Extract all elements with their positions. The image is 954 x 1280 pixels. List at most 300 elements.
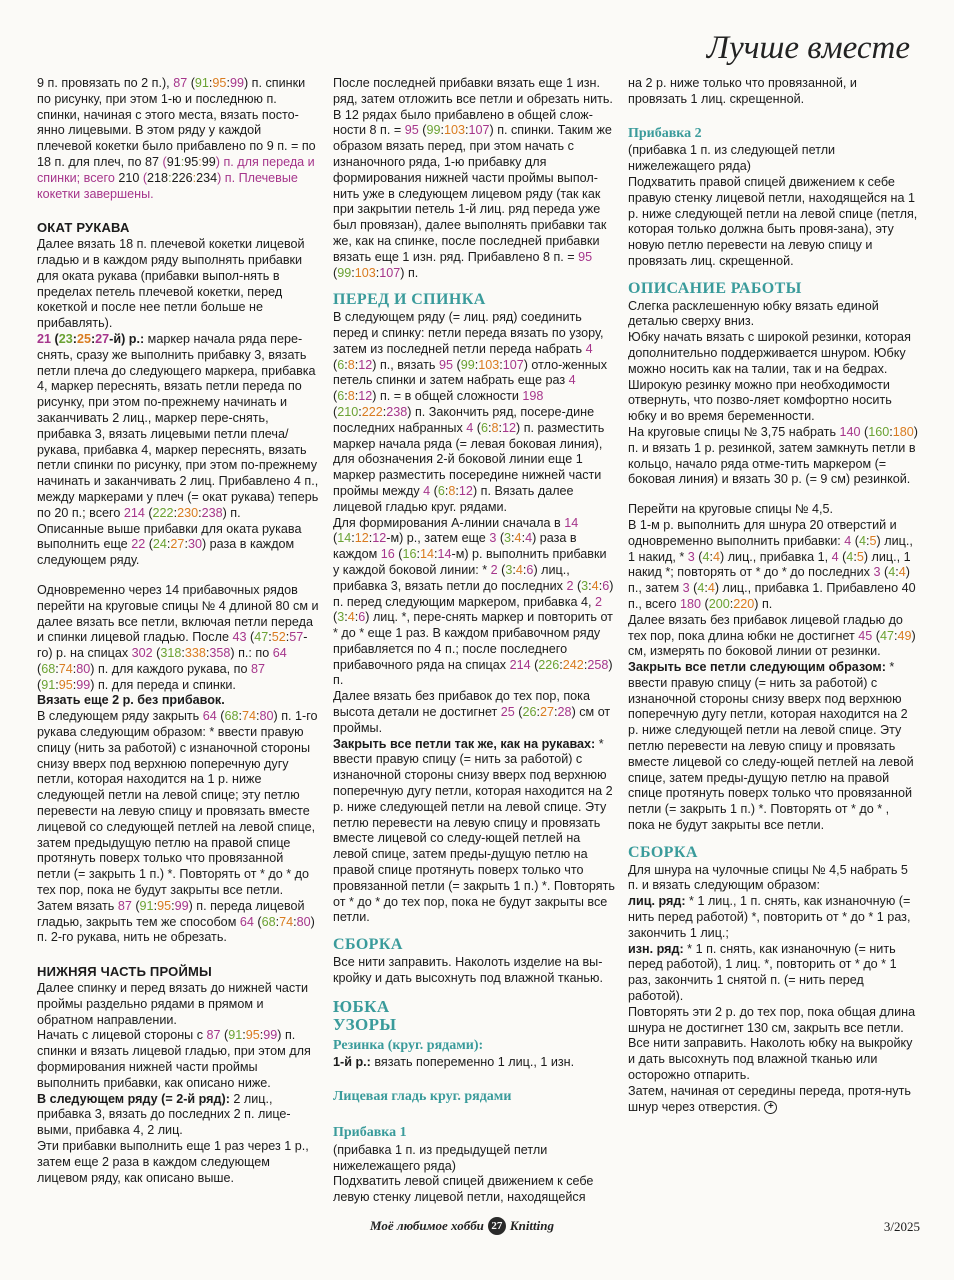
paragraph: Все нити заправить. Наколоть изделие на вы-кройку и дать высохнуть под влажной тканью. — [333, 955, 603, 985]
size-value: 43 — [232, 630, 247, 645]
size-value: 230 — [177, 505, 199, 520]
size-value: 226 — [538, 657, 560, 672]
size-value: 4 — [831, 549, 839, 564]
text-run: : — [464, 123, 469, 138]
size-value: 12 — [372, 531, 387, 546]
text-run: : — [90, 331, 96, 346]
text-run: ( — [333, 531, 338, 546]
text-column-3 — [628, 76, 918, 1115]
size-value: 24 — [152, 537, 167, 552]
size-value: 27 — [540, 705, 555, 720]
paragraph: Далее вязать 18 п. плечевой кокетки лицевой гладью и в каждом ряду выполнять прибавки для оката рукава (прибавки выпол-нять в пределах петель плечевой кокетки, перед кокеткой и после нее петли больше не прибавлять). — [37, 237, 305, 331]
text-run: : — [354, 357, 359, 372]
paragraph: Эти прибавки выполнить еще 1 раз через 1 р., затем еще 2 раза в каждом следующем лицевом ряду, как описано выше. — [37, 1139, 309, 1185]
size-value: 74 — [241, 709, 256, 724]
text-run: вязать попеременно 1 лиц., 1 изн. — [370, 1055, 575, 1070]
size-value: : — [168, 170, 172, 185]
text-run: Начать с лицевой стороны с — [37, 1028, 207, 1043]
text-run: ( — [872, 628, 881, 643]
size-value: 3 — [505, 562, 513, 577]
text-run: ) п. и вязать 1 р. резинкой, затем замкнуть петли в кольцо, начало ряда отме-тить маркером (= боковая линия) и вязать 30 р. (= 9 см) резинкой. — [628, 424, 918, 487]
size-value: 52 — [271, 630, 286, 645]
size-value: 16 — [402, 547, 417, 562]
text-run: ( — [473, 420, 481, 435]
paragraph: Перейти на круговые спицы № 4,5. — [628, 502, 834, 517]
text-run: -й) р.: — [109, 331, 145, 346]
text-run: : — [55, 677, 59, 692]
text-run: ( — [394, 547, 403, 562]
size-value: 91 — [228, 1028, 243, 1043]
size-value: 12 — [358, 389, 373, 404]
text-run: ) лиц., прибавка 1, — [720, 549, 832, 564]
text-run: * ввести правую спицу (= нить за работой) с изнаночной стороны снизу вверх под верхнюю поперечную дугу петли, которая находится на 2 р. ниже следующей петли на левой спице. Эту петлю перевести на левую спицу и провязать вместе лицевой со следу-ющей петлей на левой спице, затем преды-дущую петлю на правой спице протянуть поверх только что провязанной петли (= закрыть 1 п.) *. Повторять от * до * , пока не будут закрыты все петли. — [628, 660, 914, 833]
text-run: ( — [514, 705, 523, 720]
size-value: 238 — [201, 505, 223, 520]
text-run: : — [351, 265, 355, 280]
paragraph: Для шнура на чулочные спицы № 4,5 набрать 5 п. и вязать следующим образом: — [628, 862, 908, 893]
size-value: 91 — [139, 898, 154, 913]
text-run: ) п. — [754, 596, 773, 611]
size-value: 4 — [702, 549, 710, 564]
size-value: 4 — [713, 549, 721, 564]
text-run: : — [521, 531, 526, 546]
text-run: ( — [530, 657, 539, 672]
paragraph — [333, 1055, 615, 1071]
text-run: ( — [216, 709, 225, 724]
text-run: ( — [430, 483, 438, 498]
text-run: : — [894, 628, 898, 643]
size-value: 3 — [873, 565, 881, 580]
text-run: : — [382, 404, 387, 419]
paragraph — [37, 522, 319, 569]
text-run: 210 — [118, 170, 140, 185]
text-run: : — [375, 265, 380, 280]
size-value: 6 — [602, 578, 610, 593]
size-value: 95 — [438, 357, 453, 372]
text-run: В следующем ряду (= лиц. ряд) соединить перед и спинку: петли переда вязать по узору, затем из последней петли переда набрать — [333, 310, 604, 356]
text-run: : — [358, 404, 362, 419]
size-value: 238 — [386, 404, 408, 419]
text-run: : — [275, 914, 280, 929]
text-run: : — [242, 1028, 246, 1043]
size-value: 4 — [888, 565, 896, 580]
text-run: ) лиц., прибавка 3, вязать петли до последних — [333, 562, 570, 593]
text-run: : — [205, 646, 210, 661]
size-value: 95 — [245, 1028, 260, 1043]
section-heading-niz: НИЖНЯЯ ЧАСТЬ ПРОЙМЫ — [37, 964, 212, 980]
text-run: : — [238, 709, 242, 724]
text-run: Далее вязать без прибавок лицевой гладью до тех пор, пока длина юбки не достигнет — [628, 612, 903, 643]
size-value: 2 — [490, 562, 498, 577]
size-value: 5 — [856, 549, 864, 564]
text-run: В 1-м р. выполнить для шнура 20 отверстий и одновременно выполнить прибавки: — [628, 517, 897, 548]
size-value: : — [198, 154, 202, 169]
text-run: ( — [497, 562, 506, 577]
size-value: 214 — [123, 505, 145, 520]
size-value: 4 — [846, 549, 854, 564]
paragraph — [333, 310, 615, 515]
text-run: ) п. — [333, 657, 613, 688]
paragraph — [333, 516, 615, 690]
text-run: ( — [689, 581, 698, 596]
size-value: 95 — [58, 677, 73, 692]
text-run: : — [259, 1028, 264, 1043]
text-run: ) см, измерять по боковой линии от резинки. — [628, 628, 916, 659]
size-value: 80 — [76, 661, 91, 676]
text-run: ( — [573, 578, 582, 593]
size-value: 14 — [419, 547, 434, 562]
size-value: 318 — [160, 646, 182, 661]
size-value: 8 — [347, 389, 355, 404]
text-run: ( — [253, 914, 262, 929]
text-run: : — [208, 76, 213, 90]
size-value: 91 — [194, 76, 209, 90]
text-run: ) лиц. *, пере-снять маркер и повторить от * до * еще 1 раз. В каждом прибавочном ряду прибавляется по 4 п.; после последнего прибавочного ряда на спицах — [333, 610, 613, 672]
text-run: : — [181, 646, 185, 661]
text-run: : — [455, 483, 459, 498]
text-run: ( — [333, 357, 338, 372]
text-run: В следующем ряду закрыть — [37, 709, 203, 724]
size-value: 3 — [504, 531, 512, 546]
size-value: 99 — [76, 677, 91, 692]
size-value: 74 — [58, 661, 73, 676]
paragraph: Слегка расклешенную юбку вязать единой деталью сверху вниз. — [628, 298, 879, 329]
text-run: ( — [187, 76, 195, 90]
text-run: : — [583, 657, 588, 672]
size-value: 64 — [239, 914, 254, 929]
text-run: В 12 рядах было прибавлено в общей слож-ности 8 п. = — [333, 107, 593, 138]
text-run: ( — [145, 537, 153, 552]
size-value: 49 — [897, 628, 912, 643]
size-value: 338 — [184, 646, 206, 661]
text-run: ) п. спинки и вязать лицевой гладью, при этом для формирования нижней части проймы выполнить прибавки, как описано ниже. — [37, 1028, 311, 1090]
text-run: -м) р. выполнить прибавки у каждой боковой линии: * — [333, 547, 607, 577]
text-run: ) п. — [400, 265, 419, 280]
size-value: 180 — [892, 424, 914, 439]
paragraph: Все нити заправить. Наколоть юбку на выкройку и дать высохнуть под влажной тканью или осторожно отпарить. — [628, 1036, 913, 1083]
size-value: 6 — [358, 610, 366, 625]
text-run: : — [512, 562, 516, 577]
size-value: 16 — [380, 547, 395, 562]
paragraph — [628, 518, 918, 613]
size-value: 3 — [581, 578, 589, 593]
paragraph — [37, 332, 319, 522]
paragraph: (прибавка 1 п. из предыдущей петли нижележащего ряда) — [333, 1142, 548, 1173]
text-run: В следующем ряду (= 2-й ряд): — [37, 1091, 230, 1106]
section-heading-sborka: СБОРКА — [333, 936, 403, 954]
text-run: ) п. переда лицевой гладью, закрыть тем же способом — [37, 898, 305, 929]
text-run: ) см от проймы. — [333, 705, 611, 735]
text-run: ) п. перед следующим маркером, прибавка 4, — [333, 578, 614, 609]
size-value: 21 — [37, 331, 52, 346]
text-run: : — [166, 537, 171, 552]
text-run: ( — [37, 677, 42, 692]
paragraph — [628, 660, 918, 834]
size-value: 87 — [117, 898, 132, 913]
size-value: 68 — [261, 914, 276, 929]
size-value: 25 — [76, 331, 91, 346]
size-value: 14 — [564, 515, 579, 530]
text-run: ( — [333, 404, 338, 419]
size-value: 99 — [229, 76, 244, 90]
size-value: 87 — [251, 661, 266, 676]
size-value: 6 — [437, 483, 445, 498]
text-run: ) отло-женных петель спинки и затем набрать еще раз — [333, 357, 608, 388]
text-run: -м) р., затем еще — [386, 531, 490, 546]
text-run: : — [433, 547, 438, 562]
size-value: 99 — [174, 898, 189, 913]
size-value: 220 — [733, 596, 755, 611]
text-run: ( — [496, 531, 505, 546]
size-value: 12 — [502, 420, 517, 435]
footer-branding — [370, 1217, 554, 1235]
size-value: 95 — [578, 249, 593, 264]
size-value: 30 — [187, 537, 202, 552]
size-value: 87 — [206, 1028, 221, 1043]
text-run: ( — [144, 505, 153, 520]
size-value: 103 — [443, 123, 465, 138]
subheading-pribavka-1: Прибавка 1 — [333, 1125, 407, 1141]
text-run: 1-й р.: — [333, 1055, 371, 1070]
text-run: : — [55, 661, 59, 676]
text-run: ( — [220, 1028, 229, 1043]
text-run: * ввести правую спицу (= нить за работой) с изнаночной стороны снизу вверх под верхнюю поперечную дугу петли, которая находится на 2 р. ниже следующей петли на левой спице. Эту петлю перевести на левую спицу и провязать вместе лицевой со следу-ющей петлей на левой спице, затем преды-дущую петлю на правой спице протянуть поверх только что провязанной петли (= закрыть 1 п.) *. Повторять от * до * до тех пор, пока не будут закрыты все петли. — [333, 736, 615, 925]
magazine-name: Моё любимое хобби — [370, 1218, 484, 1233]
text-run: ( — [131, 898, 140, 913]
text-run: ) п., вязать — [372, 357, 439, 372]
text-run: : — [72, 661, 77, 676]
text-run: : — [474, 357, 479, 372]
paragraph — [333, 737, 615, 927]
text-run: ) п., затем — [628, 565, 910, 596]
text-run: : — [344, 357, 348, 372]
page-number: 27 — [488, 1217, 506, 1235]
paragraph: Подхватить правой спицей движением к себе правую стенку лицевой петли, находящейся на 1 р. ниже следующей петли на левой спице (петля, которая только должна быть провя-зана), эту новую петлю перевести на левую спицу и провязать лиц. скрещенной. — [628, 174, 918, 268]
paragraph — [628, 425, 918, 488]
size-value: 45 — [858, 628, 873, 643]
text-run: : — [440, 123, 444, 138]
text-run: лиц. ряд: — [628, 894, 686, 909]
paragraph: После последней прибавки вязать еще 1 изн. ряд, затем отложить все петли и обрезать нить. — [333, 76, 613, 106]
text-run: : — [554, 705, 558, 720]
text-run: -го) р. на спицах — [37, 630, 308, 661]
text-run: : — [351, 531, 355, 546]
size-value: 258 — [587, 657, 609, 672]
size-value: 3 — [337, 610, 345, 625]
section-heading-sborka-2: СБОРКА — [628, 843, 698, 861]
text-run: : — [72, 677, 77, 692]
text-run: ( — [51, 331, 59, 346]
text-run: : — [895, 565, 899, 580]
size-value: ( — [139, 170, 148, 185]
size-value: 107 — [502, 357, 524, 372]
text-column-1 — [37, 76, 319, 1186]
text-run: * 1 лиц., 1 п. снять, как изнаночную (= нить перед работой) *, повторить от * до * 1 раз, закончить 1 лиц.; — [628, 894, 911, 940]
text-run: 226 — [171, 170, 193, 185]
size-value: 4 — [844, 533, 852, 548]
text-run: ) п. спинки по рисунку, при этом 1-ю и последнюю п. спинки, начиная с этого места, вязать посто-янно лицевыми. В этом ряду у каждой плечевой кокетки было прибавлено по 9 п. = по 18 п. для плеч, по — [37, 76, 316, 169]
section-heading-pered: ПЕРЕД И СПИНКА — [333, 291, 486, 309]
paragraph — [628, 1084, 918, 1116]
size-value: 68 — [224, 709, 239, 724]
text-run: Вязать еще 2 р. без прибавок. — [37, 693, 225, 708]
size-value: 103 — [354, 265, 376, 280]
text-run: ( — [838, 549, 847, 564]
text-run: : — [153, 898, 158, 913]
page-footer — [0, 1217, 954, 1237]
section-heading-yubka: ЮБКА — [333, 996, 390, 1016]
size-value: 25 — [500, 705, 515, 720]
size-value: 95 — [404, 123, 419, 138]
text-run: : — [184, 537, 188, 552]
text-run: На круговые спицы № 3,75 набрать — [628, 424, 840, 439]
size-value: 222 — [361, 404, 383, 419]
text-run: : — [598, 578, 603, 593]
text-run: : — [498, 420, 503, 435]
text-run: ( — [880, 565, 889, 580]
paragraph: Повторять эти 2 р. до тех пор, пока общая длина шнура не достигнет 130 см, закрыть все петли. — [628, 1004, 916, 1035]
text-run: 95 — [184, 154, 199, 169]
paragraph — [37, 693, 319, 946]
text-run: ) раза в каждом следующем ряду. — [37, 537, 295, 568]
size-value: 99 — [337, 265, 352, 280]
text-run: : — [853, 549, 857, 564]
text-run: : — [729, 596, 734, 611]
size-value: 26 — [522, 705, 537, 720]
text-run: Для формирования А-линии сначала в — [333, 515, 565, 530]
size-value: 180 — [680, 596, 702, 611]
text-run: ) п. разместить маркер начала ряда (= левая боковая линия), для обозначения 2-й боковой линии еще 1 маркер разместить посередине нижней части проймы между — [333, 420, 605, 498]
text-run: : — [171, 898, 175, 913]
text-run: : — [344, 389, 348, 404]
text-run: : — [588, 578, 592, 593]
paragraph: Подхватить левой спицей движением к себе левую стенку лицевой петли, находящейся — [333, 1174, 594, 1205]
paragraph — [37, 583, 319, 694]
text-run: : — [344, 610, 348, 625]
size-value: 28 — [557, 705, 572, 720]
size-value: ( — [159, 154, 167, 169]
paragraph: на 2 р. ниже только что провязанной, и провязать 1 лиц. скрещенной. — [628, 76, 857, 106]
size-value: 14 — [437, 547, 452, 562]
text-run: : — [499, 357, 503, 372]
size-value: 242 — [562, 657, 584, 672]
text-run: ) п. = в общей сложности — [372, 389, 523, 404]
size-value: 91 — [41, 677, 56, 692]
size-value: 358 — [209, 646, 231, 661]
text-run: : — [293, 914, 297, 929]
text-run: ( — [701, 596, 709, 611]
size-value: 107 — [379, 265, 401, 280]
size-value: 4 — [707, 581, 715, 596]
size-value: 210 — [337, 404, 359, 419]
text-run: ( — [333, 610, 338, 625]
size-value: 95 — [212, 76, 227, 90]
size-value: ) п. для переда и спинки; всего — [37, 154, 315, 185]
size-value: 3 — [489, 531, 497, 546]
text-run: : — [198, 505, 202, 520]
size-value: 3 — [687, 549, 695, 564]
text-run: 9 п. провязать по 2 п.), — [37, 76, 174, 90]
text-run: : — [354, 610, 359, 625]
paragraph: Юбку начать вязать с широкой резинки, которая дополнительно поддерживается шнуром. Юбку можно носить как на талии, так и на бедрах. Широкую резинку можно при необходимости отвернуть, что позво-ляет комфортно носить юбку и во время беременности. — [628, 330, 911, 424]
text-run: ) п. 1-го рукава следующим образом: * ввести правую спицу (нить за работой) с изнаночной стороны снизу вверх под верхнюю поперечную дугу петли, которая находится на 1 р. ниже следующей петли на левой спице; эту петлю перевести на левую спицу и провязать вместе лицевой со следующей петлей на левой спице, затем предыдущую петлю на правой спице протянуть поверх только что провязанной петли (= закрыть 1 п.) *. Повторять от * до * до тех пор, пока не будут закрыты все петли. Затем вязать — [37, 709, 318, 913]
paragraph — [37, 1092, 319, 1139]
text-run: ( — [851, 533, 860, 548]
size-value: 3 — [682, 581, 690, 596]
text-run: ) п. спинки. Таким же образом вязать перед, при этом начать с изнаночного ряда, 1-ю прибавку для формирования нижней части проймы выпол-нить уже в следующем лицевом ряду (так как при закрытии петель 1-й лиц. ряд переда уже был провязан), далее выполнять прибавки так же, как на спинке, после последней прибавки вязать еще 1 изн. ряд. Прибавлено 8 п. = — [333, 123, 612, 264]
size-value: 95 — [157, 898, 172, 913]
size-value: 6 — [526, 562, 534, 577]
size-value: 80 — [296, 914, 311, 929]
text-run: ( — [452, 357, 461, 372]
issue-number: 3/2025 — [883, 1219, 920, 1234]
text-run: маркер начала ряда пере-снять, сразу же выполнить прибавку 3, вязать петли плеча до следующего маркера, прибавка 4, маркер переснять, вязать петли переда по рисунку, при этом по-прежнему начинать и заканчивать 2 лиц., маркер пере-снять, прибавка 3, вязать лицевыми петли плеча/рукава, прибавка 4, маркер переснять, вязать петли спинки по рисунку, при этом по-прежнему начинать и заканчивать 2 лиц. Прибавлено 4 п., между маркерами у плеч (= окат рукава) теперь по 20 п.; всего — [37, 331, 319, 520]
paragraph — [628, 613, 918, 660]
text-run: Закрыть все петли следующим образом: — [628, 660, 886, 675]
size-value: 22 — [131, 537, 146, 552]
size-value: 6 — [337, 389, 345, 404]
text-run: ( — [152, 646, 161, 661]
size-value: 14 — [337, 531, 352, 546]
text-run: ) п. Закончить ряд, посере-дине последних набранных — [333, 404, 595, 435]
text-run: ( — [246, 630, 255, 645]
text-run: 87 — [144, 154, 159, 169]
size-value: 200 — [708, 596, 730, 611]
text-run: 234 — [196, 170, 218, 185]
paragraph — [333, 108, 615, 282]
size-value: 4 — [697, 581, 705, 596]
section-heading-uzory: УЗОРЫ — [333, 1014, 397, 1034]
text-column-2 — [333, 76, 615, 1206]
size-value: 214 — [509, 657, 531, 672]
text-run: : — [416, 547, 420, 562]
size-value: 8 — [491, 420, 499, 435]
size-value: 8 — [448, 483, 456, 498]
text-run: ( — [333, 265, 338, 280]
text-run: ( — [860, 424, 869, 439]
text-run: Закрыть все петли так же, как на рукавах: — [333, 736, 596, 751]
size-value: 4 — [347, 610, 355, 625]
size-value: 160 — [868, 424, 890, 439]
size-value: 80 — [259, 709, 274, 724]
text-run: ) п. для каждого рукава, по — [90, 661, 251, 676]
size-value: 4 — [591, 578, 599, 593]
size-value: 47 — [254, 630, 269, 645]
size-value: 6 — [481, 420, 489, 435]
text-run: 99 — [201, 154, 216, 169]
size-value: : — [192, 170, 197, 185]
text-run: ( — [333, 389, 338, 404]
text-run: : — [173, 505, 178, 520]
text-run: ( — [694, 549, 703, 564]
size-value: 12 — [354, 531, 369, 546]
paragraph — [333, 689, 615, 736]
size-value: 6 — [337, 357, 345, 372]
text-run: ( — [37, 661, 42, 676]
size-value: 23 — [58, 331, 73, 346]
size-value: 302 — [131, 646, 153, 661]
text-run: 91 — [166, 154, 181, 169]
size-value: 5 — [869, 533, 877, 548]
size-value: 4 — [466, 420, 474, 435]
text-run: : — [704, 581, 708, 596]
size-value: 99 — [263, 1028, 278, 1043]
size-value: 4 — [423, 483, 431, 498]
text-run: : — [256, 709, 260, 724]
subheading-glad: Лицевая гладь круг. рядами — [333, 1089, 512, 1105]
size-value: 99 — [426, 123, 441, 138]
size-value: 4 — [514, 531, 522, 546]
